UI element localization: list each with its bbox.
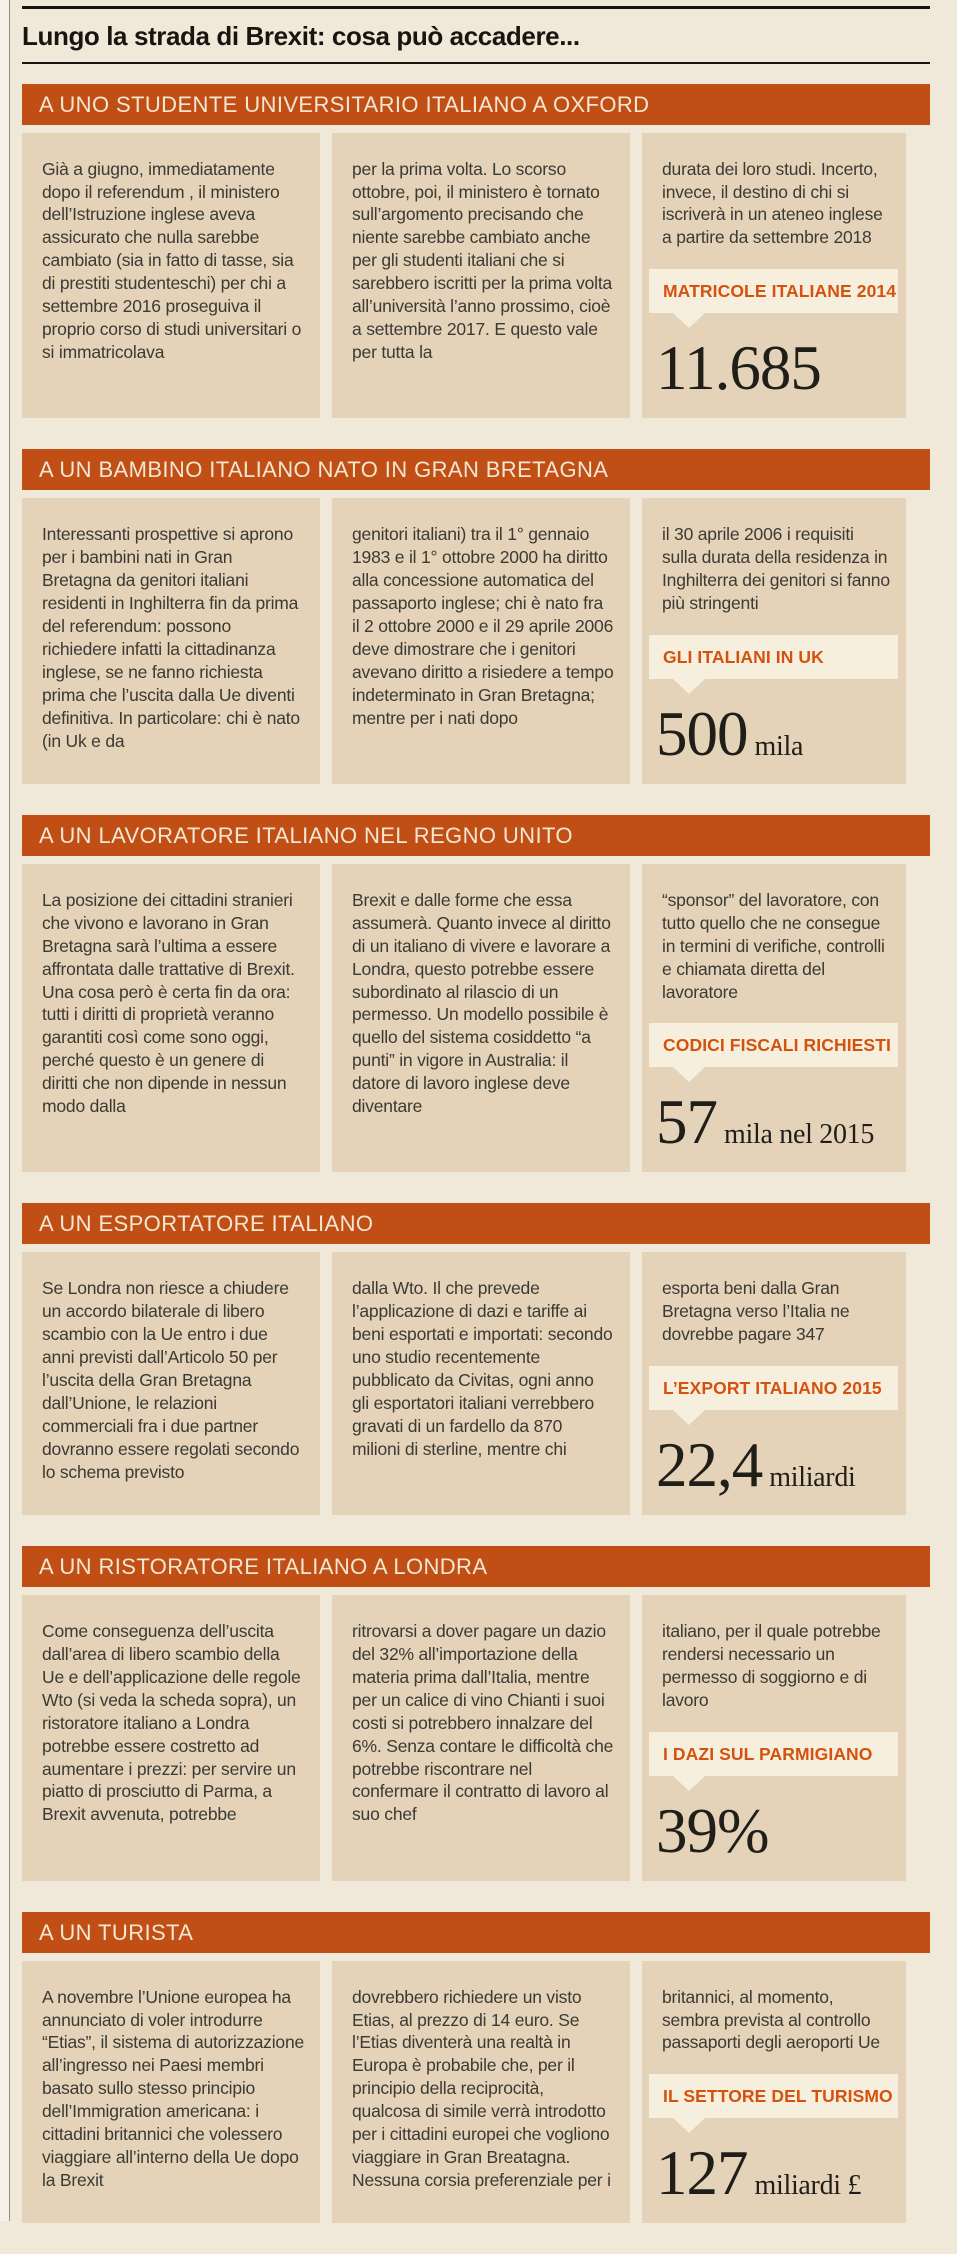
page-left-margin xyxy=(0,0,9,2221)
article-column-1: La posizione dei cittadini stranieri che vivono e lavorano in Gran Bretagna sarà l’ultima a essere affrontata dalle trattative di Brexit. Una cosa però è certa fin da ora: tutti i diritti di proprietà veranno garantiti così come sono oggi, perché questo è un genere di diritti che non dipende in nessun modo dalla xyxy=(22,864,320,1173)
page-title: Lungo la strada di Brexit: cosa può accadere... xyxy=(22,21,580,51)
stat-value xyxy=(656,1795,898,1866)
article-column-3-text: il 30 aprile 2006 i requisiti sulla durata della residenza in Inghilterra dei genitori si fanno più stringenti xyxy=(662,524,890,613)
stat-number: 500 xyxy=(656,698,748,769)
article-column-3 xyxy=(642,133,906,419)
article-column-2: genitori italiani) tra il 1° gennaio 1983 e il 1° ottobre 2000 ha diritto alla concessione automatica del passaporto inglese; chi è nato fra il 2 ottobre 2000 e il 29 aprile 2006 deve dimostrare che i genitori avevano diritto a risiedere a tempo indeterminato in Gran Bretagna; mentre per i nati dopo xyxy=(332,498,630,784)
article-column-3-text: esporta beni dalla Gran Bretagna verso l’Italia ne dovrebbe pagare 347 xyxy=(662,1278,850,1345)
stat-value xyxy=(656,333,898,404)
stat-label: IL SETTORE DEL TURISMO xyxy=(649,2074,898,2118)
article-column-3 xyxy=(642,1252,906,1515)
section-header: A UN RISTORATORE ITALIANO A LONDRA xyxy=(22,1546,930,1587)
stat-label: L’EXPORT ITALIANO 2015 xyxy=(649,1366,898,1410)
article-column-2: ritrovarsi a dover pagare un dazio del 32% all’importazione della materia prima dall’Italia, mentre per un calice di vino Chianti i suoi costi si potrebbero innalzare del 6%. Senza contare le difficoltà che potrebbe riscontrare nel confermare il contratto di lavoro al suo chef xyxy=(332,1595,630,1881)
section-bambino-gran-bretagna xyxy=(22,449,930,784)
stat-label: MATRICOLE ITALIANE 2014 xyxy=(649,269,898,313)
section-header: A UN LAVORATORE ITALIANO NEL REGNO UNITO xyxy=(22,815,930,856)
article-column-1: Interessanti prospettive si aprono per i bambini nati in Gran Bretagna da genitori italiani residenti in Inghilterra fin da prima del referendum: possono richiedere infatti la cittadinanza inglese, se ne fanno richiesta prima che l’uscita dalla Ue diventi definitiva. In particolare: chi è nato (in Uk e da xyxy=(22,498,320,784)
article-column-3-text: britannici, al momento, sembra prevista al controllo passaporti degli aeroporti Ue xyxy=(662,1986,880,2053)
stat-label: CODICI FISCALI RICHIESTI xyxy=(649,1023,898,1067)
stat-pointer-tail xyxy=(673,2118,705,2133)
stat-number: 57 xyxy=(656,1087,717,1158)
stat-suffix: miliardi xyxy=(769,1462,856,1494)
article-column-2: Brexit e dalle forme che essa assumerà. Quanto invece al diritto di un italiano di vivere e lavorare a Londra, questo potrebbe essere subordinato al rilascio di un permesso. Un modello possibile è quello del sistema cosiddetto “a punti” in vigore in Australia: il datore di lavoro inglese deve diventare xyxy=(332,864,630,1173)
article-column-3-text: “sponsor” del lavoratore, con tutto quello che ne consegue in termini di verifiche, controlli e chiamata diretta del lavoratore xyxy=(662,889,885,1002)
stat-label: I DAZI SUL PARMIGIANO xyxy=(649,1732,898,1776)
stat-number: 22,4 xyxy=(656,1430,763,1501)
section-body xyxy=(22,864,930,1173)
section-body xyxy=(22,498,930,784)
section-body xyxy=(22,133,930,419)
section-body xyxy=(22,1595,930,1881)
article-column-3 xyxy=(642,864,906,1173)
article-column-1: A novembre l’Unione europea ha annunciato di voler introdurre “Etias”, il sistema di autorizzazione all’ingresso nei Paesi membri basato sullo stesso principio dell’Immigration americana: i cittadini britannici che volessero viaggiare all’interno della Ue dopo la Brexit xyxy=(22,1961,320,2224)
stat-value xyxy=(656,2138,898,2209)
stat-suffix: mila xyxy=(754,730,804,762)
article-column-2: dalla Wto. Il che prevede l’applicazione di dazi e tariffe ai beni esportati e importati: secondo uno studio recentemente pubblicato da Civitas, ogni anno gli esportatori italiani verrebbero gravati di un fardello da 870 milioni di sterline, mentre chi xyxy=(332,1252,630,1515)
stat-pointer-tail xyxy=(673,313,705,328)
section-esportatore xyxy=(22,1203,930,1515)
section-header: A UN BAMBINO ITALIANO NATO IN GRAN BRETAGNA xyxy=(22,449,930,490)
stat-suffix: miliardi £ xyxy=(754,2170,862,2202)
page-left-rule xyxy=(9,0,10,2221)
stat-value xyxy=(656,1430,898,1501)
stat-suffix: mila nel 2015 xyxy=(724,1119,875,1151)
article-column-3 xyxy=(642,1595,906,1881)
article-column-3-text: durata dei loro studi. Incerto, invece, il destino di chi si iscriverà in un ateneo inglese a partire da settembre 2018 xyxy=(662,158,883,248)
stat-pointer-tail xyxy=(673,679,705,694)
stat-pointer-tail xyxy=(673,1776,705,1791)
section-turista xyxy=(22,1912,930,2224)
stat-value xyxy=(656,698,898,769)
article-column-2: dovrebbero richiedere un visto Etias, al prezzo di 14 euro. Se l’Etias diventerà una realtà in Europa è probabile che, per il principio della reciprocità, qualcosa di simile verrà introdotto per i cittadini europei che vogliono viaggiare in Gran Breatagna. Nessuna corsia preferenziale per i xyxy=(332,1961,630,2224)
article-column-1: Già a giugno, immediatamente dopo il referendum , il ministero dell’Istruzione inglese aveva assicurato che nulla sarebbe cambiato (sia in fatto di tasse, sia di prestiti studenteschi) per chi a settembre 2016 proseguiva il proprio corso di studi universitari o si immatricolava xyxy=(22,133,320,419)
article-column-1: Se Londra non riesce a chiudere un accordo bilaterale di libero scambio con la Ue entro i due anni previsti dall’Articolo 50 per l’uscita della Gran Bretagna dall’Unione, le relazioni commerciali fra i due partner dovranno essere regolati secondo lo schema previsto xyxy=(22,1252,320,1515)
section-ristoratore-londra xyxy=(22,1546,930,1881)
stat-number: 39% xyxy=(656,1795,769,1866)
article-column-3 xyxy=(642,498,906,784)
article-column-2: per la prima volta. Lo scorso ottobre, poi, il ministero è tornato sull’argomento precisando che niente sarebbe cambiato anche per gli studenti italiani che si sarebbero iscritti per la prima volta all’università l’anno prossimo, cioè a settembre 2017. E questo vale per tutta la xyxy=(332,133,630,419)
stat-label: GLI ITALIANI IN UK xyxy=(649,635,898,679)
title-divider xyxy=(22,62,930,64)
article-column-3 xyxy=(642,1961,906,2224)
section-header: A UN TURISTA xyxy=(22,1912,930,1953)
article-column-1: Come conseguenza dell’uscita dall’area di libero scambio della Ue e dell’applicazione delle regole Wto (si veda la scheda sopra), un ristoratore italiano a Londra potrebbe essere costretto ad aumentare i prezzi: per servire un piatto di prosciutto di Parma, a Brexit avvenuta, potrebbe xyxy=(22,1595,320,1881)
infographic xyxy=(22,0,930,2254)
stat-number: 127 xyxy=(656,2138,748,2209)
section-lavoratore-regno-unito xyxy=(22,815,930,1173)
section-header: A UNO STUDENTE UNIVERSITARIO ITALIANO A OXFORD xyxy=(22,84,930,125)
stat-pointer-tail xyxy=(673,1410,705,1425)
stat-value xyxy=(656,1087,898,1158)
section-studente-oxford xyxy=(22,84,930,419)
section-body xyxy=(22,1961,930,2224)
stat-pointer-tail xyxy=(673,1067,705,1082)
article-column-3-text: italiano, per il quale potrebbe rendersi necessario un permesso di soggiorno e di lavoro xyxy=(662,1621,881,1710)
stat-number: 11.685 xyxy=(656,333,821,404)
section-body xyxy=(22,1252,930,1515)
section-header: A UN ESPORTATORE ITALIANO xyxy=(22,1203,930,1244)
top-divider xyxy=(22,6,930,9)
